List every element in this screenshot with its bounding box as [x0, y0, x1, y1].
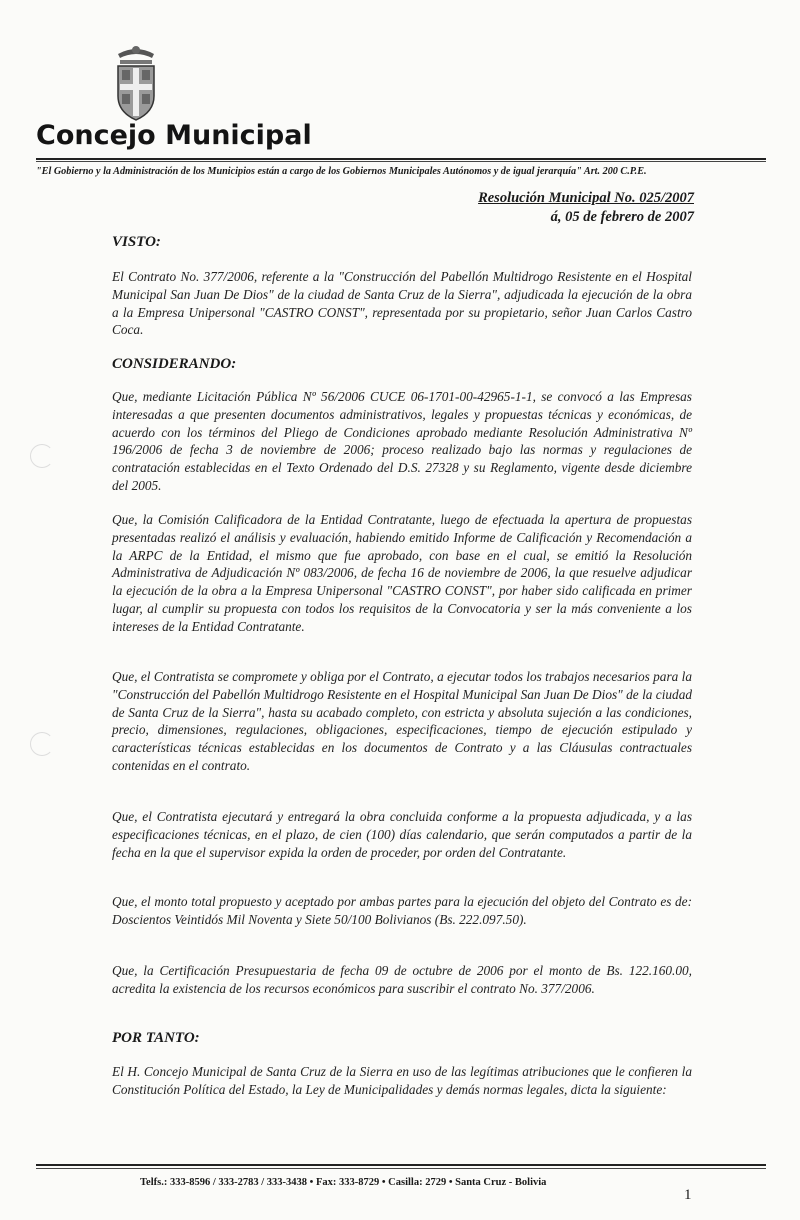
considerando-paragraph-5: Que, el monto total propuesto y aceptado por ambas partes para la ejecución del objeto del Contrato es de: Doscientos Veintidós Mil Noventa y Siete 50/100 Bolivianos (Bs. 222.097.50). [112, 894, 692, 927]
punch-hole-mark [30, 732, 54, 756]
por-tanto-heading: POR TANTO: [112, 1030, 200, 1046]
footer-contact: Telfs.: 333-8596 / 333-2783 / 333-3438 • Fax: 333-8729 • Casilla: 2729 • Santa Cruz - Bolivia [140, 1177, 547, 1188]
resolution-date: á, 05 de febrero de 2007 [550, 209, 694, 225]
footer-divider-thin [36, 1168, 766, 1169]
footer-divider [36, 1164, 766, 1166]
punch-hole-mark [30, 444, 54, 468]
header-motto: "El Gobierno y la Administración de los Municipios están a cargo de los Gobiernos Municipales Autónomos y de igual jerarquía" Art. 200 C.P.E. [36, 166, 647, 177]
visto-heading: VISTO: [112, 234, 161, 250]
visto-paragraph: El Contrato No. 377/2006, referente a la "Construcción del Pabellón Multidrogo Resistente en el Hospital Municipal San Juan De Dios" de la ciudad de Santa Cruz de la Sierra", adjudicada la ejecución de la obra a la Empresa Unipersonal "CASTRO CONST", representada por su propietario, señor Juan Carlos Castro Coca. [112, 269, 692, 338]
considerando-paragraph-2: Que, la Comisión Calificadora de la Entidad Contratante, luego de efectuada la apertura de propuestas presentadas realizó el análisis y evaluación, habiendo emitido Informe de Calificación y Recomendación a la ARPC de la Entidad, el mismo que fue aprobado, con base en el cual, se emitió la Resolución Administrativa de Adjudicación Nº 083/2006, de fecha 16 de noviembre de 2006, la que resuelve adjudicar la ejecución de la obra a la Empresa Unipersonal "CASTRO CONST", por haber sido calificada en primer lugar, al cumplir su propuesta con todos los requisitos de la Convocatoria y ser la más conveniente a los intereses de la Entidad Contratante. [112, 512, 692, 634]
page-number: 1 [684, 1187, 692, 1203]
considerando-paragraph-4: Que, el Contratista ejecutará y entregará la obra concluida conforme a la propuesta adjudicada, y a las especificaciones técnicas, en el plazo, de cien (100) días calendario, que serán computados a partir de la fecha en la que el supervisor expida la orden de proceder, por orden del Contratante. [112, 809, 692, 860]
header-divider [36, 158, 766, 160]
coat-of-arms-icon [108, 44, 164, 124]
header-divider-thin [36, 161, 766, 162]
considerando-heading: CONSIDERANDO: [112, 356, 237, 372]
considerando-paragraph-6: Que, la Certificación Presupuestaria de fecha 09 de octubre de 2006 por el monto de Bs. 122.160.00, acredita la existencia de los recursos económicos para suscribir el contrato No. 377/2006. [112, 963, 692, 996]
organization-name: Concejo Municipal [36, 120, 312, 151]
considerando-paragraph-3: Que, el Contratista se compromete y obliga por el Contrato, a ejecutar todos los trabajos necesarios para la "Construcción del Pabellón Multidrogo Resistente en el Hospital Municipal San Juan De Dios" de la ciudad de Santa Cruz de la Sierra", hasta su acabado completo, con estricta y absoluta sujeción a las condiciones, precio, dimensiones, regulaciones, obligaciones, especificaciones, tiempo de ejecución estipulado y características técnicas establecidas en los documentos de Contrato y a las Cláusulas contractuales contenidas en el contrato. [112, 669, 692, 773]
por-tanto-paragraph: El H. Concejo Municipal de Santa Cruz de la Sierra en uso de las legítimas atribuciones que le confieren la Constitución Política del Estado, la Ley de Municipalidades y demás normas legales, dicta la siguiente: [112, 1064, 692, 1097]
considerando-paragraph-1: Que, mediante Licitación Pública Nº 56/2006 CUCE 06-1701-00-42965-1-1, se convocó a las Empresas interesadas a que presenten documentos administrativos, legales y propuestas técnicas y económicas, de acuerdo con los términos del Pliego de Condiciones aprobado mediante Resolución Administrativa Nº 196/2006 de fecha 3 de noviembre de 2006; proceso realizado bajo las normas y regulaciones de contratación establecidas en el Texto Ordenado del D.S. 27328 y su Reglamento, vigente desde diciembre del 2005. [112, 389, 692, 493]
resolution-title: Resolución Municipal No. 025/2007 [478, 190, 694, 206]
